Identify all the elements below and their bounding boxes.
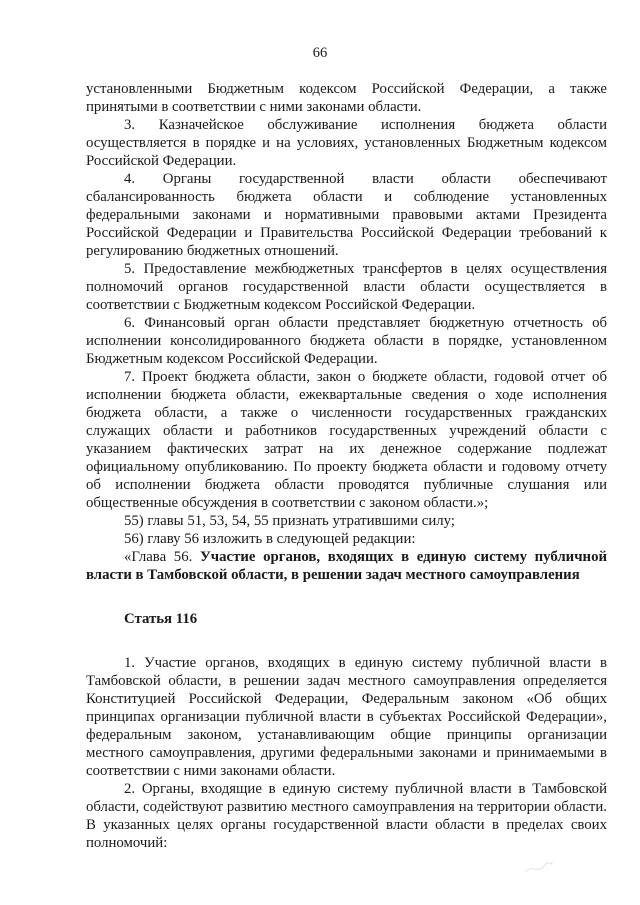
paragraph-item-7: 7. Проект бюджета области, закон о бюджете области, годовой отчет об исполнении бюджета области, ежеквартальные сведения о ходе исполнения бюджета области, а также о численности государственных гражданских служащих области и работников государственных учреждений области с указанием фактических затрат на их денежное содержание подлежат официальному опубликованию. По проекту бюджета области и годовому отчету об исполнении бюджета области проводятся публичные слушания или общественные обсуждения в соответствии с законом области.»; — [86, 369, 607, 511]
document-body — [86, 80, 607, 852]
chapter-title: Участие органов, входящих в единую систему публичной власти в Тамбовской области, в решении задач местного самоуправления — [86, 549, 607, 583]
paragraph-item-5: 5. Предоставление межбюджетных трансфертов в целях осуществления полномочий органов государственной власти области осуществляется в соответствии с Бюджетным кодексом Российской Федерации. — [86, 261, 607, 313]
paragraph-item-55: 55) главы 51, 53, 54, 55 признать утратившими силу; — [124, 513, 455, 529]
paragraph-continuation: установленными Бюджетным кодексом Российской Федерации, а также принятыми в соответствии с ними законами области. — [86, 81, 607, 115]
article-heading: Статья 116 — [124, 611, 198, 627]
faint-mark-icon — [524, 858, 554, 876]
paragraph-item-6: 6. Финансовый орган области представляет бюджетную отчетность об исполнении консолидированного бюджета области в порядке, установленном Бюджетным кодексом Российской Федерации. — [86, 315, 607, 367]
page-number: 66 — [312, 45, 328, 61]
article-paragraph-2: 2. Органы, входящие в единую систему публичной власти в Тамбовской области, содействуют развитию местного самоуправления на территории области. В указанных целях органы государственной власти области в пределах своих полномочий: — [86, 781, 607, 851]
paragraph-item-4: 4. Органы государственной власти области обеспечивают сбалансированность бюджета области и соблюдение установленных федеральными законами и нормативными правовыми актами Президента Российской Федерации и Правительства Российской Федерации требований к регулированию бюджетных отношений. — [86, 171, 607, 259]
paragraph-item-56: 56) главу 56 изложить в следующей редакции: — [124, 531, 416, 547]
chapter-heading — [86, 548, 607, 584]
paragraph-item-3: 3. Казначейское обслуживание исполнения бюджета области осуществляется в порядке и на условиях, установленных Бюджетным кодексом Российской Федерации. — [86, 117, 607, 169]
chapter-prefix: «Глава 56. — [124, 549, 200, 565]
article-paragraph-1: 1. Участие органов, входящих в единую систему публичной власти в Тамбовской области, в решении задач местного самоуправления определяется Конституцией Российской Федерации, Федеральным законом «Об общих принципах организации публичной власти в субъектах Российской Федерации», федеральным законом, устанавливающим общие принципы организации местного самоуправления, другими федеральными законами и принимаемыми в соответствии с ними законами области. — [86, 655, 607, 779]
